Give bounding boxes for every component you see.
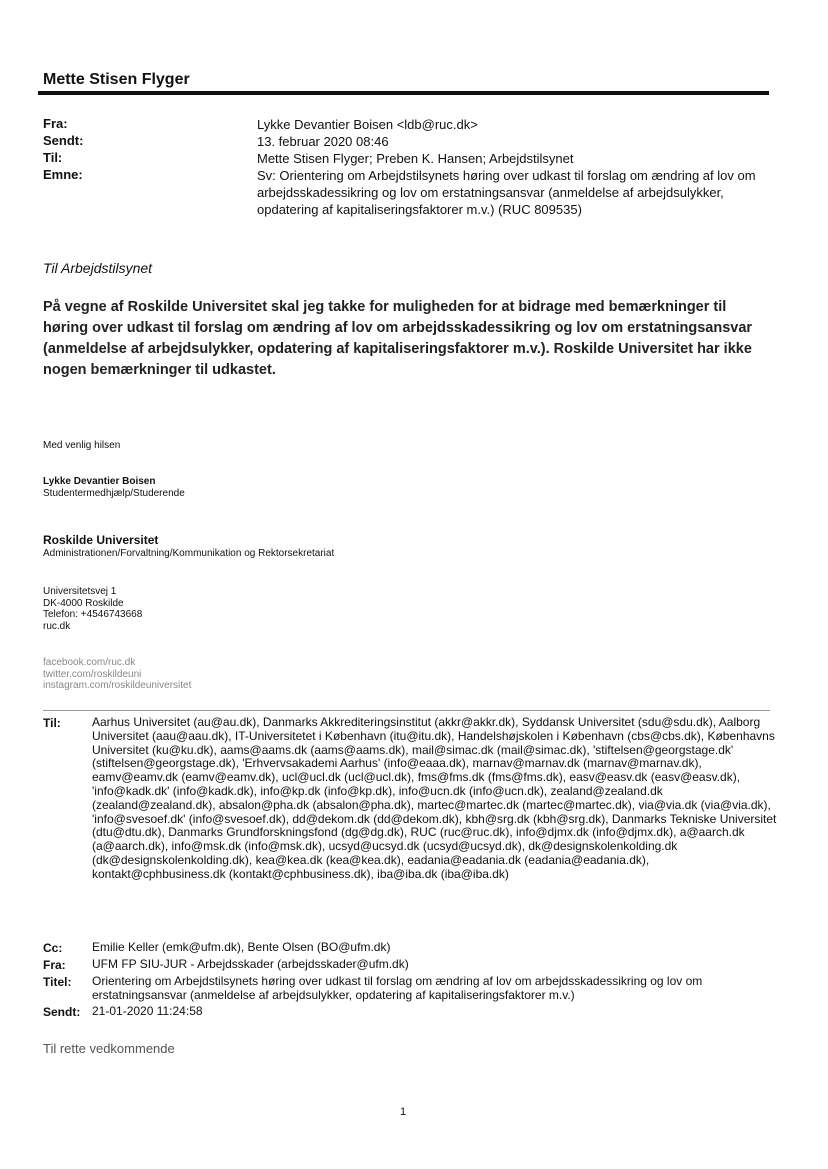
signature-social-links [43, 657, 191, 692]
forward-from-value: UFM FP SIU-JUR - Arbejdsskader (arbejdsskader@ufm.dk) [92, 957, 409, 971]
social-twitter: twitter.com/roskildeuni [43, 668, 142, 680]
forward-to-label: Til: [43, 716, 61, 730]
forward-separator [43, 710, 770, 711]
forward-greeting: Til rette vedkommende [43, 1041, 175, 1056]
header-rule [38, 91, 769, 95]
message-body: På vegne af Roskilde Universitet skal jeg takke for muligheden for at bidrage med bemærkninger til høring over udkast til forslag om ændring af lov om arbejdsskadessikring og lov om erstatningsansvar (anmeldelse af arbejdsulykker, opdatering af kapitaliseringsfaktorer m.v.). Roskilde Universitet har ikke nogen bemærkninger til udkastet. [43, 299, 753, 378]
signature-closing: Med venlig hilsen [43, 440, 121, 451]
forward-from-label: Fra: [43, 958, 66, 972]
forward-to-value: Aarhus Universitet (au@au.dk), Danmarks Akkrediteringsinstitut (akkr@akkr.dk), Syddansk Universitet (sdu@sdu.dk), Aalborg Universitet (aau@aau.dk), IT-Universitetet i København (itu@itu.dk), Handelshøjskolen i København (cbs@cbs.dk), Københavns Universitet (ku@ku.dk), aams@aams.dk (aams@aams.dk), mail@simac.dk (mail@simac.dk), 'stiftelsen@georgstage.dk' (stiftelsen@georgstage.dk), 'Erhvervsakademi Aarhus' (info@eaaa.dk), marnav@marnav.dk (marnav@marnav.dk), eamv@eamv.dk (eamv@eamv.dk), ucl@ucl.dk (ucl@ucl.dk), fms@fms.dk (fms@fms.dk), easv@easv.dk (easv@easv.dk), 'info@kadk.dk' (info@kadk.dk), info@kp.dk (info@kp.dk), info@ucn.dk (info@ucn.dk), zealand@zealand.dk (zealand@zealand.dk), absalon@pha.dk (absalon@pha.dk), martec@martec.dk (martec@martec.dk), via@via.dk (via@via.dk), 'info@svesoef.dk' (info@svesoef.dk), dd@dekom.dk (dd@dekom.dk), kbh@srg.dk (kbh@srg.dk), Danmarks Tekniske Universitet (dtu@dtu.dk), Danmarks Grundforskningsfond (dg@dg.dk), RUC (ruc@ruc.dk), info@djmx.dk (info@djmx.dk), a@aarch.dk (a@aarch.dk), info@msk.dk (info@msk.dk), ucsyd@ucsyd.dk (ucsyd@ucsyd.dk), dk@designskolenkolding.dk (dk@designskolenkolding.dk), kea@kea.dk (kea@kea.dk), eadania@eadania.dk (eadania@eadania.dk), kontakt@cphbusiness.dk (kontakt@cphbusiness.dk), iba@iba.dk (iba@iba.dk) [92, 715, 777, 881]
forward-title-label: Titel: [43, 975, 72, 989]
address-phone: Telefon: +4546743668 [43, 609, 143, 620]
to-value: Mette Stisen Flyger; Preben K. Hansen; Arbejdstilsynet [257, 151, 574, 166]
signature-name: Lykke Devantier Boisen [43, 476, 156, 487]
greeting: Til Arbejdstilsynet [43, 260, 153, 276]
mailbox-owner-name: Mette Stisen Flyger [43, 71, 190, 88]
address-website: ruc.dk [43, 620, 71, 632]
subject-value: Sv: Orientering om Arbejdstilsynets høring over udkast til forslag om ændring af lov om arbejdsskadessikring og lov om erstatningsansvar (anmeldelse af arbejdsulykker, opdatering af kapitaliseringsfaktorer m.v.) (RUC 809535) [257, 168, 756, 217]
from-value: Lykke Devantier Boisen <ldb@ruc.dk> [257, 117, 478, 132]
sent-value: 13. februar 2020 08:46 [257, 134, 389, 149]
signature-address [43, 586, 142, 632]
social-instagram: instagram.com/roskildeuniversitet [43, 680, 192, 691]
signature-department: Administrationen/Forvaltning/Kommunikation og Rektorsekretariat [43, 548, 335, 559]
forward-sent-value: 21-01-2020 11:24:58 [92, 1004, 203, 1018]
from-label: Fra: [43, 116, 68, 131]
forward-cc-value: Emilie Keller (emk@ufm.dk), Bente Olsen (BO@ufm.dk) [92, 940, 391, 954]
signature-role: Studentermedhjælp/Studerende [43, 488, 185, 499]
address-city: DK-4000 Roskilde [43, 597, 124, 609]
subject-label: Emne: [43, 167, 83, 182]
signature-organization: Roskilde Universitet [43, 533, 159, 547]
sent-label: Sendt: [43, 133, 84, 148]
forward-title-value: Orientering om Arbejdstilsynets høring over udkast til forslag om ændring af lov om arbejdsskadessikring og lov om erstatningsansvar (anmeldelse af arbejdsulykker, opdatering af kapitaliseringsfaktorer m.v.) [92, 974, 703, 1002]
forward-cc-label: Cc: [43, 941, 63, 955]
to-label: Til: [43, 150, 63, 165]
address-street: Universitetsvej 1 [43, 586, 117, 597]
social-facebook: facebook.com/ruc.dk [43, 657, 136, 668]
forward-sent-label: Sendt: [43, 1005, 81, 1019]
page-number: 1 [400, 1106, 407, 1118]
